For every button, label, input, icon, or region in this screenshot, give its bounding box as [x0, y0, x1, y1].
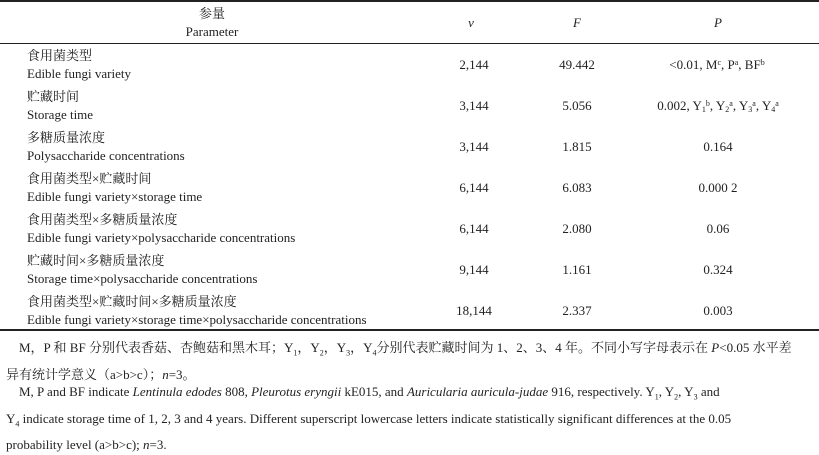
param-en: Edible fungi variety	[27, 66, 131, 81]
param-zh: 食用菌类型×多糖质量浓度	[27, 212, 178, 227]
table-row-param	[27, 129, 185, 165]
p-value: 0.324	[703, 262, 733, 277]
table-row-param	[27, 47, 131, 83]
table-row-param	[27, 293, 367, 329]
df-value: 6,144	[459, 221, 489, 236]
p-value: <0.01, $M^c$, $P^a$, $BF^b$	[669, 57, 765, 72]
df-value: 3,144	[459, 139, 489, 154]
f-value: 2.337	[562, 303, 592, 318]
f-value: 6.083	[562, 180, 592, 195]
f-value: 2.080	[562, 221, 592, 236]
param-zh: 食用菌类型	[27, 48, 93, 63]
param-en: Edible fungi variety×polysaccharide concentrations	[27, 230, 296, 245]
table-note-en: M, P and BF indicate Lentinula edodes 808, Pleurotus eryngii kE015, and Auricularia auricula-judae 916, respectively. $Y_1$, $Y_2$, $Y_3$ and $Y_4$ indicate storage time of 1, 2, 3 and 4 years. Different superscript lowercase letters indicate statistically significant differences at the 0.05 probability level (a>b>c); n=3.	[6, 384, 732, 453]
header-f: F	[573, 15, 581, 30]
table-note-zh: M，P 和 BF 分别代表香菇、杏鲍菇和黑木耳；$Y_1$，$Y_2$，$Y_3$，$Y_4$分别代表贮藏时间为 1、2、3、4 年。不同小写字母表示在 P<0.05 水平差 异有统计学意义（a>b>c）；n=3。	[6, 340, 792, 382]
header-parameter-en: Parameter	[185, 24, 239, 39]
param-en: Polysaccharide concentrations	[27, 148, 185, 163]
param-zh: 贮藏时间	[27, 89, 80, 104]
df-value: 2,144	[459, 57, 489, 72]
param-en: Edible fungi variety×storage time	[27, 189, 203, 204]
param-zh: 多糖质量浓度	[27, 130, 106, 145]
f-value: 1.161	[562, 262, 592, 277]
param-en: Storage time×polysaccharide concentrations	[27, 271, 258, 286]
f-value: 1.815	[562, 139, 592, 154]
table-row-param	[27, 211, 295, 247]
f-value: 5.056	[562, 98, 592, 113]
p-value: 0.000 2	[698, 180, 738, 195]
param-en: Storage time	[27, 107, 94, 122]
df-value: 3,144	[459, 98, 489, 113]
param-zh: 食用菌类型×贮藏时间	[27, 171, 152, 186]
p-value: 0.164	[703, 139, 733, 154]
header-parameter-zh: 参量	[198, 6, 226, 21]
f-value: 49.442	[559, 57, 595, 72]
table-bottom-rule	[0, 329, 819, 331]
table-header-rule	[0, 43, 819, 44]
table-row-param	[27, 88, 93, 124]
param-en: Edible fungi variety×storage time×polysaccharide concentrations	[27, 312, 367, 327]
table-row-param	[27, 252, 257, 288]
header-p: P	[714, 15, 722, 30]
df-value: 9,144	[459, 262, 489, 277]
header-df: ν	[468, 15, 474, 30]
p-value: 0.06	[706, 221, 730, 236]
table-row-param	[27, 170, 202, 206]
p-value: 0.003	[703, 303, 733, 318]
param-zh: 贮藏时间×多糖质量浓度	[27, 253, 165, 268]
p-value: 0.002, $Y_1^b$, $Y_2^a$, $Y_3^a$, $Y_4^a$	[657, 98, 779, 114]
df-value: 18,144	[456, 303, 492, 318]
df-value: 6,144	[459, 180, 489, 195]
param-zh: 食用菌类型×贮藏时间×多糖质量浓度	[27, 294, 237, 309]
table-top-rule	[0, 0, 819, 2]
